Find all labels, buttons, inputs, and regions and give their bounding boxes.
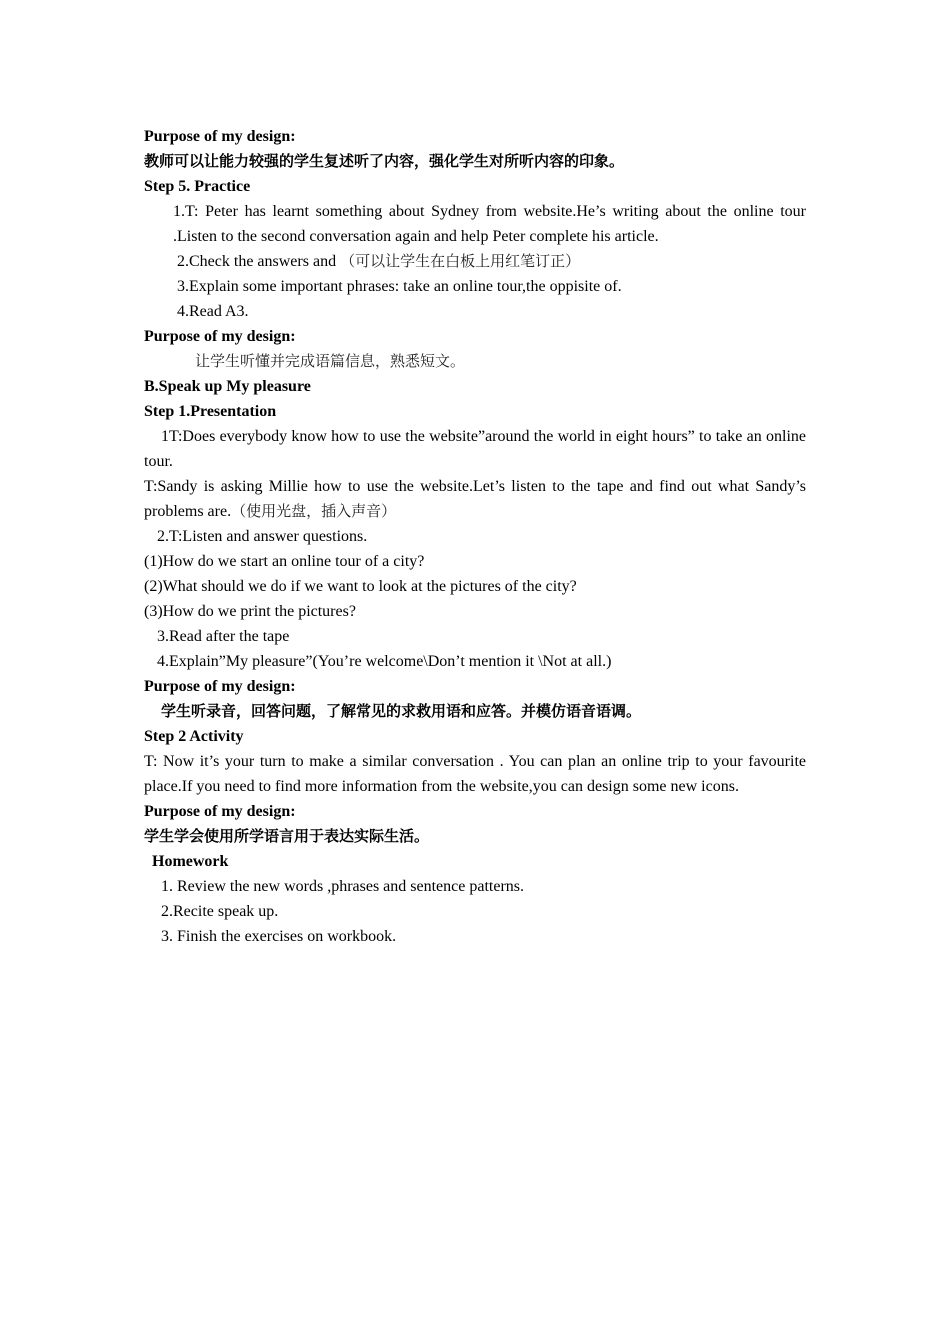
step-heading: Step 1.Presentation (144, 403, 277, 420)
step-item-text: 1.T: Peter has learnt something about Sydney from website.He’s writing about the online tour .Listen to the second conversation again and help Peter complete his article. (173, 203, 806, 245)
purpose-text: 学生听录音，回答问题，了解常见的求救用语和应答。并模仿语音语调。 (161, 702, 642, 720)
purpose-heading: Purpose of my design: (144, 803, 296, 820)
document-page (144, 124, 806, 949)
question-item: (3)How do we print the pictures? (144, 603, 356, 620)
step-item: 3.Read after the tape (157, 628, 290, 645)
step-item: 2.T:Listen and answer questions. (157, 528, 368, 545)
section-heading: B.Speak up My pleasure (144, 378, 311, 395)
step-item: 4.Explain”My pleasure”(You’re welcome\Don’t mention it \Not at all.) (157, 653, 612, 670)
step-item: 4.Read A3. (177, 303, 249, 320)
homework-item: 1. Review the new words ,phrases and sentence patterns. (161, 878, 524, 895)
step-item (144, 424, 806, 474)
purpose-heading: Purpose of my design: (144, 328, 296, 345)
step-heading: Step 5. Practice (144, 178, 251, 195)
step-paragraph: T: Now it’s your turn to make a similar conversation . You can plan an online trip to your favourite place.If you need to find more information from the website,you can design some new icons. (144, 753, 806, 795)
purpose-text: 学生学会使用所学语言用于表达实际生活。 (144, 827, 430, 845)
step-item-note: （可以让学生在白板上用红笔订正） (340, 252, 581, 270)
step-item (144, 199, 806, 249)
step-paragraph-text: T:Sandy is asking Millie how to use the website.Let’s listen to the tape and find out what Sandy’s problems are. (144, 478, 806, 520)
step-heading: Step 2 Activity (144, 728, 244, 745)
step-item-text: 2.Check the answers and (177, 253, 341, 270)
purpose-text: 让学生听懂并完成语篇信息，熟悉短文。 (195, 352, 466, 370)
step-item-text: 1T:Does everybody know how to use the website”around the world in eight hours” to take an online tour. (144, 428, 806, 470)
homework-item: 2.Recite speak up. (161, 903, 279, 920)
purpose-heading: Purpose of my design: (144, 678, 296, 695)
homework-heading: Homework (152, 853, 229, 870)
homework-item: 3. Finish the exercises on workbook. (161, 928, 397, 945)
question-item: (2)What should we do if we want to look at the pictures of the city? (144, 578, 577, 595)
step-paragraph (144, 474, 806, 524)
purpose-heading: Purpose of my design: (144, 128, 296, 145)
question-item: (1)How do we start an online tour of a city? (144, 553, 425, 570)
step-item: 3.Explain some important phrases: take an online tour,the oppisite of. (177, 278, 622, 295)
step-paragraph-note: （使用光盘，插入声音） (231, 502, 397, 520)
step-item (144, 249, 806, 274)
purpose-text: 教师可以让能力较强的学生复述听了内容，强化学生对所听内容的印象。 (144, 152, 625, 170)
